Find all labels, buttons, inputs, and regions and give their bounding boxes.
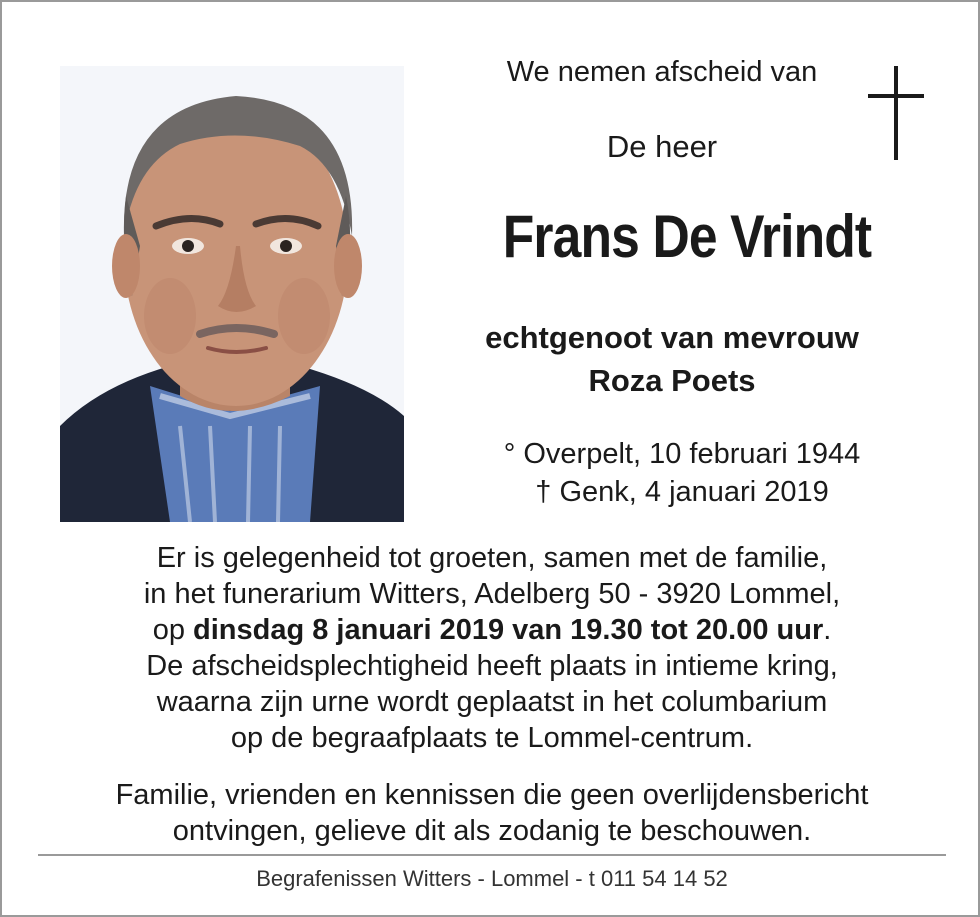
salutation: De heer <box>606 129 718 164</box>
birth-symbol: ° <box>503 438 516 470</box>
intro-text: We nemen afscheid van <box>506 56 818 88</box>
funeral-home-footer: Begrafenissen Witters - Lommel - t 011 54 14 52 <box>256 866 728 891</box>
visitation-line-3-prefix: op <box>152 614 194 646</box>
spouse-block <box>432 316 912 402</box>
visitation-line-2: in het funerarium Witters, Adelberg 50 - 3920 Lommel, <box>143 578 841 610</box>
visitation-line-5: waarna zijn urne wordt geplaatst in het columbarium <box>156 686 828 718</box>
cross-icon <box>868 66 924 160</box>
birth-line <box>432 435 932 473</box>
visitation-line-1: Er is gelegenheid tot groeten, samen met de familie, <box>156 542 828 574</box>
footer-divider <box>38 854 946 856</box>
closing-text <box>42 777 942 849</box>
birth-text: Overpelt, 10 februari 1944 <box>523 438 861 470</box>
death-line <box>432 473 932 511</box>
visitation-line-3-suffix: . <box>823 614 832 646</box>
life-dates <box>432 435 932 511</box>
portrait-photo <box>60 66 404 522</box>
spouse-name: Roza Poets <box>588 363 756 398</box>
visitation-line-3 <box>42 612 942 648</box>
closing-line-1: Familie, vrienden en kennissen die geen overlijdensbericht <box>115 779 869 811</box>
deceased-name: Frans De Vrindt <box>502 203 872 270</box>
death-text: Genk, 4 januari 2019 <box>559 476 829 508</box>
portrait-illustration <box>60 66 404 522</box>
visitation-line-6: op de begraafplaats te Lommel-centrum. <box>230 722 754 754</box>
relation-text: echtgenoot van mevrouw <box>485 320 859 355</box>
visitation-line-4: De afscheidsplechtigheid heeft plaats in intieme kring, <box>146 650 838 682</box>
closing-line-2: ontvingen, gelieve dit als zodanig te beschouwen. <box>172 815 812 847</box>
visitation-datetime: dinsdag 8 januari 2019 van 19.30 tot 20.00 uur <box>193 614 824 646</box>
death-symbol: † <box>535 476 552 508</box>
visitation-text <box>42 540 942 756</box>
